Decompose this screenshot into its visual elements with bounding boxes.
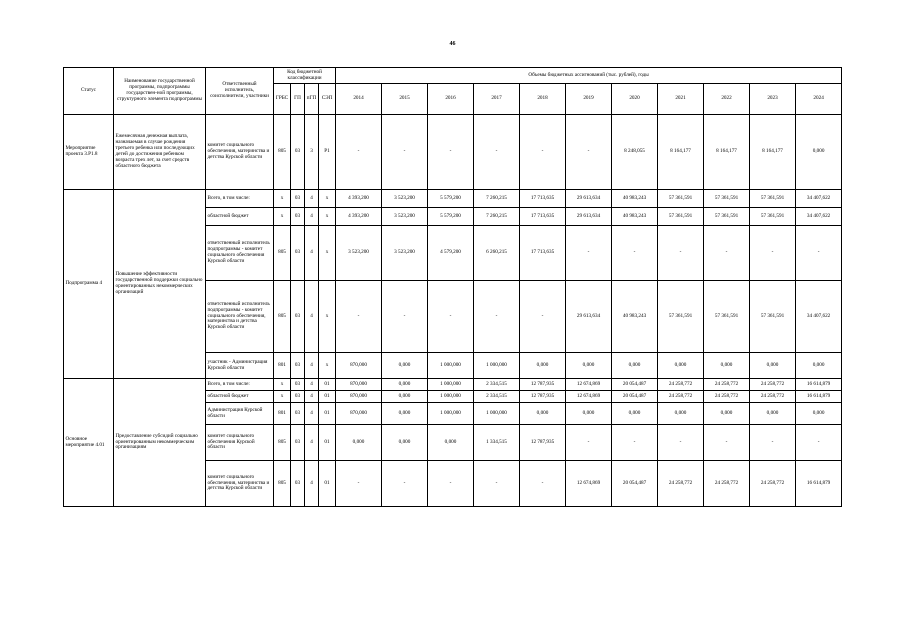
amount-cell: 0,000	[658, 403, 704, 425]
header-year-2023: 2023	[750, 84, 796, 115]
amount-cell: -	[474, 461, 520, 507]
amount-cell: 8 164,177	[750, 115, 796, 190]
code-cell: 3	[305, 115, 319, 190]
responsible-cell: участник - Администрация Курской области	[206, 353, 274, 379]
amount-cell: -	[704, 425, 750, 461]
code-cell: х	[274, 391, 291, 403]
amount-cell: -	[566, 425, 612, 461]
header-code-3: СЭП	[319, 84, 336, 115]
amount-cell: 57 361,591	[658, 208, 704, 226]
code-cell: 4	[305, 403, 319, 425]
amount-cell: 0,000	[520, 403, 566, 425]
amount-cell: 16 614,879	[796, 379, 842, 391]
amount-cell: 20 054,487	[612, 391, 658, 403]
amount-cell: 1 000,000	[428, 391, 474, 403]
amount-cell: -	[796, 425, 842, 461]
amount-cell: 870,000	[336, 391, 382, 403]
amount-cell: 1 000,000	[428, 403, 474, 425]
responsible-cell: ответственный исполнитель подпрограммы - комитет социального обеспечения, материнства и детства Курской области	[206, 281, 274, 353]
amount-cell: 5 579,200	[428, 208, 474, 226]
amount-cell: 870,000	[336, 403, 382, 425]
budget-table	[63, 67, 842, 507]
amount-cell: 12 787,935	[520, 425, 566, 461]
amount-cell: 3 523,200	[336, 226, 382, 281]
amount-cell: -	[566, 115, 612, 190]
amount-cell: 29 613,634	[566, 281, 612, 353]
amount-cell: 57 361,591	[658, 190, 704, 208]
table-row	[64, 190, 842, 208]
amount-cell: 7 260,215	[474, 208, 520, 226]
status-cell: Основное мероприятие 4.01	[64, 379, 114, 507]
code-cell: х	[319, 281, 336, 353]
amount-cell: 8 164,177	[658, 115, 704, 190]
code-cell: 801	[274, 403, 291, 425]
amount-cell: -	[382, 115, 428, 190]
amount-cell: 57 361,591	[750, 190, 796, 208]
code-cell: х	[319, 190, 336, 208]
amount-cell: -	[520, 115, 566, 190]
amount-cell: 4 393,200	[336, 208, 382, 226]
code-cell: 03	[291, 403, 305, 425]
amount-cell: 24 258,772	[658, 461, 704, 507]
header-year-2022: 2022	[704, 84, 750, 115]
code-cell: 805	[274, 425, 291, 461]
code-cell: 801	[274, 353, 291, 379]
amount-cell: 0,000	[612, 353, 658, 379]
amount-cell: 0,000	[750, 403, 796, 425]
amount-cell: 0,000	[658, 353, 704, 379]
amount-cell: 20 054,487	[612, 379, 658, 391]
amount-cell: 57 361,591	[750, 281, 796, 353]
amount-cell: 6 260,215	[474, 226, 520, 281]
responsible-cell: областной бюджет	[206, 208, 274, 226]
code-cell: 03	[291, 115, 305, 190]
amount-cell: 57 361,591	[658, 281, 704, 353]
amount-cell: 5 579,200	[428, 190, 474, 208]
name-cell: Предоставление субсидий социально ориентированным некоммерческим организациям	[114, 379, 206, 507]
code-cell: 01	[319, 379, 336, 391]
amount-cell: 3 523,200	[382, 208, 428, 226]
amount-cell: 0,000	[336, 425, 382, 461]
amount-cell: 40 983,243	[612, 190, 658, 208]
amount-cell: 24 258,772	[704, 379, 750, 391]
amount-cell: 0,000	[796, 353, 842, 379]
responsible-cell: Администрация Курской области	[206, 403, 274, 425]
header-code-1: ГП	[291, 84, 305, 115]
code-cell: 4	[305, 226, 319, 281]
responsible-cell: Всего, в том числе:	[206, 190, 274, 208]
amount-cell: 0,000	[428, 425, 474, 461]
header-code-group: Код бюджетной классификации	[274, 68, 336, 84]
code-cell: х	[319, 226, 336, 281]
status-cell: Мероприятие проекта 3.Р1.8	[64, 115, 114, 190]
amount-cell: -	[658, 226, 704, 281]
amount-cell: 0,000	[750, 353, 796, 379]
code-cell: 805	[274, 226, 291, 281]
amount-cell: 16 614,879	[796, 391, 842, 403]
code-cell: 03	[291, 353, 305, 379]
code-cell: 03	[291, 226, 305, 281]
responsible-cell: ответственный исполнитель подпрограммы - комитет социального обеспечения Курской области	[206, 226, 274, 281]
amount-cell: -	[382, 281, 428, 353]
responsible-cell: комитет социального обеспечения, материнства и детства Курской области	[206, 461, 274, 507]
code-cell: 4	[305, 190, 319, 208]
header-year-2014: 2014	[336, 84, 382, 115]
responsible-cell: комитет социального обеспечения, материнства и детства Курской области	[206, 115, 274, 190]
header-code-0: ГРБС	[274, 84, 291, 115]
code-cell: х	[274, 379, 291, 391]
amount-cell: -	[336, 281, 382, 353]
code-cell: 01	[319, 425, 336, 461]
amount-cell: -	[520, 461, 566, 507]
code-cell: 01	[319, 403, 336, 425]
name-cell: Повышение эффективности государственной поддержки социально ориентированных некоммерческих организаций	[114, 190, 206, 379]
amount-cell: 34 407,622	[796, 281, 842, 353]
amount-cell: 12 787,935	[520, 379, 566, 391]
amount-cell: 1 000,000	[474, 403, 520, 425]
amount-cell: 0,000	[382, 353, 428, 379]
code-cell: 4	[305, 461, 319, 507]
amount-cell: 1 000,000	[428, 379, 474, 391]
amount-cell: 24 258,772	[704, 461, 750, 507]
amount-cell: 24 258,772	[658, 391, 704, 403]
amount-cell: 40 983,243	[612, 208, 658, 226]
amount-cell: 0,000	[566, 353, 612, 379]
amount-cell: -	[566, 226, 612, 281]
code-cell: х	[319, 353, 336, 379]
code-cell: 03	[291, 391, 305, 403]
code-cell: 03	[291, 208, 305, 226]
amount-cell: 3 523,200	[382, 190, 428, 208]
amount-cell: 0,000	[704, 353, 750, 379]
amount-cell: -	[336, 115, 382, 190]
code-cell: 805	[274, 115, 291, 190]
code-cell: х	[274, 190, 291, 208]
header-year-2020: 2020	[612, 84, 658, 115]
responsible-cell: комитет социального обеспечения Курской области	[206, 425, 274, 461]
amount-cell: 1 000,000	[474, 353, 520, 379]
amount-cell: 17 713,635	[520, 208, 566, 226]
header-status: Статус	[64, 68, 114, 115]
code-cell: 4	[305, 353, 319, 379]
header-responsible: Ответственный исполнитель, соисполнители, участники	[206, 68, 274, 115]
amount-cell: -	[520, 281, 566, 353]
name-cell: Ежемесячная денежная выплата, назначаемая в случае рождения третьего ребенка или последующих детей до достижения ребенком возраста трех лет, за счет средств областного бюджета	[114, 115, 206, 190]
header-code-2: пГП	[305, 84, 319, 115]
amount-cell: 4 393,200	[336, 190, 382, 208]
amount-cell: 40 983,243	[612, 281, 658, 353]
amount-cell: 0,000	[566, 403, 612, 425]
code-cell: 4	[305, 425, 319, 461]
amount-cell: 0,000	[382, 379, 428, 391]
table-row	[64, 115, 842, 190]
amount-cell: 24 258,772	[658, 379, 704, 391]
amount-cell: 24 258,772	[750, 461, 796, 507]
amount-cell: 57 361,591	[704, 208, 750, 226]
amount-cell: 0,000	[382, 425, 428, 461]
amount-cell: -	[474, 281, 520, 353]
amount-cell: 3 523,200	[382, 226, 428, 281]
header-year-2021: 2021	[658, 84, 704, 115]
code-cell: 4	[305, 208, 319, 226]
amount-cell: -	[336, 461, 382, 507]
table-row	[64, 379, 842, 391]
code-cell: 03	[291, 461, 305, 507]
code-cell: х	[319, 208, 336, 226]
header-row-1	[64, 68, 842, 84]
amount-cell: 17 713,635	[520, 226, 566, 281]
amount-cell: 4 579,200	[428, 226, 474, 281]
amount-cell: 0,000	[382, 403, 428, 425]
header-year-2018: 2018	[520, 84, 566, 115]
header-year-2016: 2016	[428, 84, 474, 115]
amount-cell: 12 674,869	[566, 379, 612, 391]
amount-cell: -	[704, 226, 750, 281]
code-cell: 4	[305, 391, 319, 403]
amount-cell: 57 361,591	[704, 281, 750, 353]
responsible-cell: Всего, в том числе:	[206, 379, 274, 391]
amount-cell: 1 334,515	[474, 425, 520, 461]
amount-cell: -	[428, 115, 474, 190]
amount-cell: 2 334,515	[474, 379, 520, 391]
amount-cell: 8 248,055	[612, 115, 658, 190]
amount-cell: -	[428, 461, 474, 507]
header-year-2017: 2017	[474, 84, 520, 115]
header-year-2024: 2024	[796, 84, 842, 115]
header-name: Наименование государственной программы, подпрограммы государствен-ной программы, структурного элемента подпрограммы	[114, 68, 206, 115]
amount-cell: 34 407,622	[796, 190, 842, 208]
amount-cell: 29 613,634	[566, 190, 612, 208]
amount-cell: 0,000	[796, 115, 842, 190]
amount-cell: -	[796, 226, 842, 281]
amount-cell: 0,000	[796, 403, 842, 425]
code-cell: 03	[291, 281, 305, 353]
amount-cell: 0,000	[704, 403, 750, 425]
code-cell: 03	[291, 190, 305, 208]
code-cell: 01	[319, 461, 336, 507]
amount-cell: 0,000	[612, 403, 658, 425]
code-cell: 01	[319, 391, 336, 403]
amount-cell: 0,000	[382, 391, 428, 403]
amount-cell: -	[382, 461, 428, 507]
amount-cell: 2 334,515	[474, 391, 520, 403]
amount-cell: 0,000	[520, 353, 566, 379]
amount-cell: 7 260,215	[474, 190, 520, 208]
amount-cell: 24 258,772	[750, 391, 796, 403]
header-year-2015: 2015	[382, 84, 428, 115]
amount-cell: -	[612, 425, 658, 461]
amount-cell: -	[750, 226, 796, 281]
amount-cell: 57 361,591	[704, 190, 750, 208]
amount-cell: 8 164,177	[704, 115, 750, 190]
header-amounts-group: Объемы бюджетных ассигнований (тыс. рублей), годы	[336, 68, 842, 84]
responsible-cell: областной бюджет	[206, 391, 274, 403]
header-year-2019: 2019	[566, 84, 612, 115]
amount-cell: 12 787,935	[520, 391, 566, 403]
amount-cell: 29 613,634	[566, 208, 612, 226]
amount-cell: -	[474, 115, 520, 190]
code-cell: 03	[291, 379, 305, 391]
amount-cell: -	[750, 425, 796, 461]
amount-cell: -	[658, 425, 704, 461]
amount-cell: 870,000	[336, 379, 382, 391]
code-cell: 03	[291, 425, 305, 461]
status-cell: Подпрограмма 4	[64, 190, 114, 379]
code-cell: 4	[305, 281, 319, 353]
amount-cell: -	[428, 281, 474, 353]
amount-cell: 24 258,772	[704, 391, 750, 403]
amount-cell: 57 361,591	[750, 208, 796, 226]
amount-cell: -	[612, 226, 658, 281]
code-cell: Р1	[319, 115, 336, 190]
amount-cell: 870,000	[336, 353, 382, 379]
amount-cell: 24 258,772	[750, 379, 796, 391]
amount-cell: 17 713,635	[520, 190, 566, 208]
amount-cell: 34 407,622	[796, 208, 842, 226]
amount-cell: 12 674,869	[566, 391, 612, 403]
code-cell: х	[274, 208, 291, 226]
code-cell: 805	[274, 281, 291, 353]
amount-cell: 12 674,869	[566, 461, 612, 507]
amount-cell: 1 000,000	[428, 353, 474, 379]
code-cell: 4	[305, 379, 319, 391]
code-cell: 805	[274, 461, 291, 507]
page-number: 46	[449, 41, 456, 47]
amount-cell: 20 054,487	[612, 461, 658, 507]
amount-cell: 16 614,879	[796, 461, 842, 507]
